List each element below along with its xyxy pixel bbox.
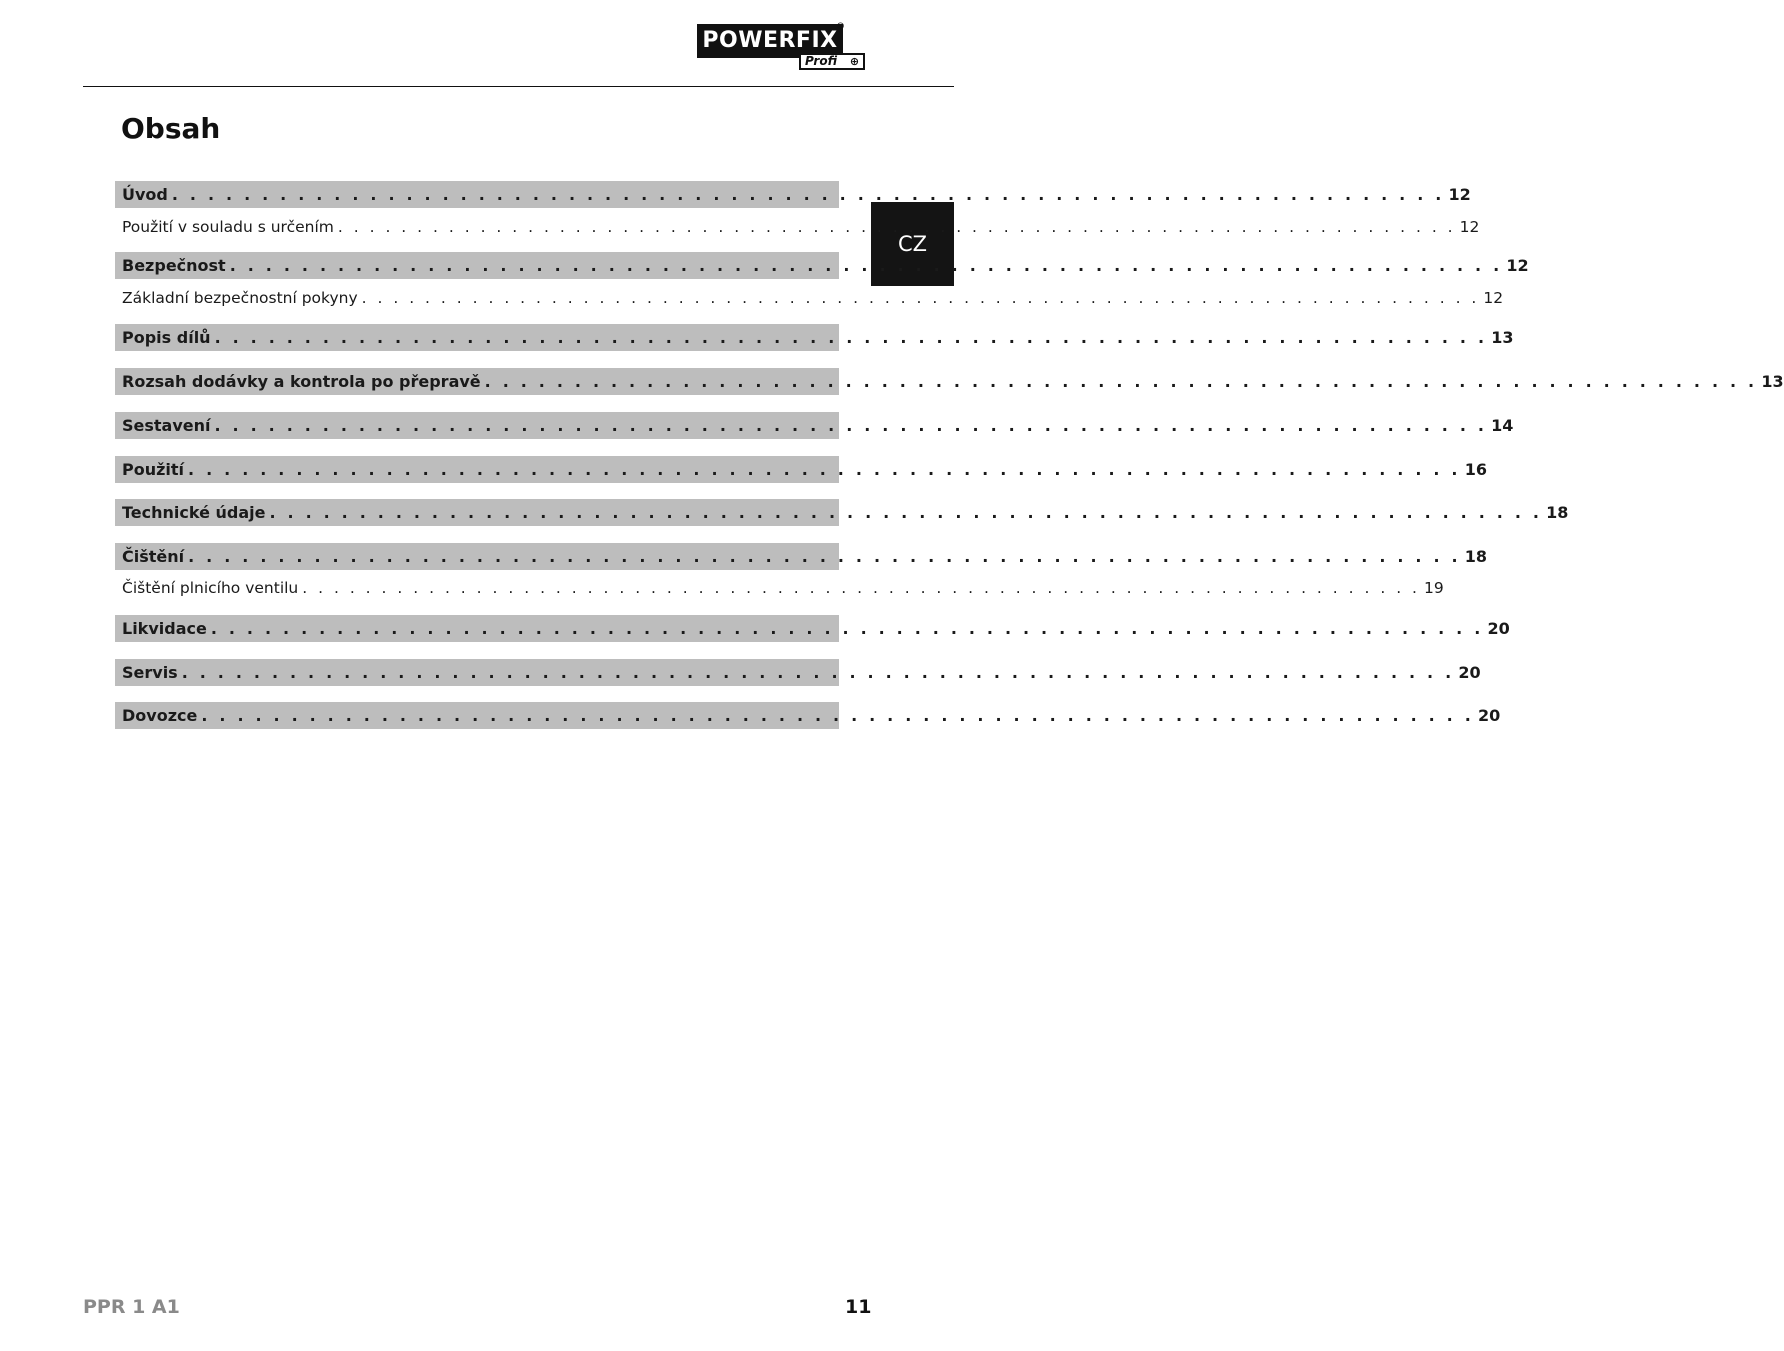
- toc-entry-label: Úvod: [122, 185, 168, 204]
- footer-page-number: 11: [845, 1296, 872, 1318]
- toc-page-number: 20: [1487, 619, 1510, 638]
- toc-leader-dots: . . . . . . . . . . . . . . . . . . . . . . . . . . . . . . . . . . . . . . . . . . . . . . . . . . . . . . . . . . . . . . . . . . . . . . .: [214, 328, 1488, 347]
- toc-entry-label: Sestavení: [122, 416, 211, 435]
- toc-section-row[interactable]: [115, 615, 1510, 642]
- toc-page-number: 18: [1546, 503, 1569, 522]
- plus-circle-icon: ⊕: [849, 55, 860, 68]
- toc-page-number: 16: [1464, 460, 1487, 479]
- toc-entry-label: Čištění: [122, 547, 185, 566]
- toc-page-number: 12: [1459, 217, 1480, 236]
- toc-entry-label: Základní bezpečnostní pokyny: [122, 288, 358, 307]
- toc-page-number: 13: [1761, 372, 1784, 391]
- toc-page-number: 12: [1448, 185, 1471, 204]
- brand-sub-label: Profi: [805, 54, 838, 68]
- toc-entry-label: Použití: [122, 460, 185, 479]
- toc-section-row[interactable]: [115, 368, 1784, 395]
- toc-leader-dots: . . . . . . . . . . . . . . . . . . . . . . . . . . . . . . . . . . . . . . . . . . . . . . . . . . . . . . . . . . . . . . . . . . . . . . .: [171, 185, 1445, 204]
- toc-leader-dots: . . . . . . . . . . . . . . . . . . . . . . . . . . . . . . . . . . . . . . . . . . . . . . . . . . . . . . . . . . . . . . . . . . . . . . .: [201, 706, 1475, 725]
- toc-leader-dots: . . . . . . . . . . . . . . . . . . . . . . . . . . . . . . . . . . . . . . . . . . . . . . . . . . . . . . . . . . . . . . . . . . . . . . .: [181, 663, 1455, 682]
- registered-mark: ®: [836, 22, 845, 32]
- toc-page-number: 13: [1491, 328, 1514, 347]
- toc-entry-label: Dovozce: [122, 706, 198, 725]
- toc-leader-dots: . . . . . . . . . . . . . . . . . . . . . . . . . . . . . . . . . . . . . . . . . . . . . . . . . . . . . . . . . . . . . . . . . . . . . . .: [214, 416, 1488, 435]
- toc-entry-label: Likvidace: [122, 619, 207, 638]
- toc-section-row[interactable]: [115, 702, 1501, 729]
- toc-subsection-row[interactable]: [115, 213, 1480, 240]
- toc-section-row[interactable]: [115, 252, 1529, 279]
- toc-section-row[interactable]: [115, 456, 1487, 483]
- toc-entry-label: Servis: [122, 663, 178, 682]
- toc-leader-dots: . . . . . . . . . . . . . . . . . . . . . . . . . . . . . . . . . . . . . . . . . . . . . . . . . . . . . . . . . . . . . . . . . . . . . . .: [484, 372, 1758, 391]
- toc-page-number: 12: [1483, 288, 1504, 307]
- toc-leader-dots: . . . . . . . . . . . . . . . . . . . . . . . . . . . . . . . . . . . . . . . . . . . . . . . . . . . . . . . . . . . . . . . . . . . . . . .: [188, 547, 1461, 566]
- brand-name: POWERFIX: [697, 24, 843, 58]
- brand-logo: [697, 24, 871, 74]
- toc-section-row[interactable]: [115, 324, 1514, 351]
- toc-entry-label: Bezpečnost: [122, 256, 226, 275]
- language-tab: CZ: [871, 202, 954, 286]
- toc-page-number: 20: [1478, 706, 1501, 725]
- toc-section-row[interactable]: [115, 543, 1488, 570]
- toc-leader-dots: . . . . . . . . . . . . . . . . . . . . . . . . . . . . . . . . . . . . . . . . . . . . . . . . . . . . . . . . . . . . . . . . . . . . . . .: [229, 256, 1503, 275]
- toc-entry-label: Čištění plnicího ventilu: [122, 578, 299, 597]
- toc-subsection-row[interactable]: [115, 574, 1444, 601]
- toc-section-row[interactable]: [115, 499, 1569, 526]
- toc-section-row[interactable]: [115, 181, 1471, 208]
- toc-entry-label: Rozsah dodávky a kontrola po přepravě: [122, 372, 481, 391]
- toc-page-number: 19: [1423, 578, 1444, 597]
- toc-leader-dots: . . . . . . . . . . . . . . . . . . . . . . . . . . . . . . . . . . . . . . . . . . . . . . . . . . . . . . . . . . . . . . . . . . . . . . .: [337, 217, 1456, 236]
- toc-section-row[interactable]: [115, 659, 1481, 686]
- toc-leader-dots: . . . . . . . . . . . . . . . . . . . . . . . . . . . . . . . . . . . . . . . . . . . . . . . . . . . . . . . . . . . . . . . . . . . . . . .: [361, 288, 1480, 307]
- toc-entry-label: Použití v souladu s určením: [122, 217, 334, 236]
- toc-page-number: 12: [1506, 256, 1529, 275]
- toc-subsection-row[interactable]: [115, 284, 1504, 311]
- toc-page-number: 18: [1464, 547, 1488, 566]
- toc-leader-dots: . . . . . . . . . . . . . . . . . . . . . . . . . . . . . . . . . . . . . . . . . . . . . . . . . . . . . . . . . . . . . . . . . . . . . . .: [302, 578, 1420, 597]
- toc-leader-dots: . . . . . . . . . . . . . . . . . . . . . . . . . . . . . . . . . . . . . . . . . . . . . . . . . . . . . . . . . . . . . . . . . . . . . . .: [269, 503, 1543, 522]
- toc-entry-label: Technické údaje: [122, 503, 266, 522]
- toc-entry-label: Popis dílů: [122, 328, 211, 347]
- toc-leader-dots: . . . . . . . . . . . . . . . . . . . . . . . . . . . . . . . . . . . . . . . . . . . . . . . . . . . . . . . . . . . . . . . . . . . . . . .: [188, 460, 1461, 479]
- toc-page-number: 20: [1458, 663, 1481, 682]
- toc-leader-dots: . . . . . . . . . . . . . . . . . . . . . . . . . . . . . . . . . . . . . . . . . . . . . . . . . . . . . . . . . . . . . . . . . . . . . . .: [210, 619, 1484, 638]
- footer-model: PPR 1 A1: [83, 1296, 180, 1318]
- toc-section-row[interactable]: [115, 412, 1514, 439]
- page-title: Obsah: [121, 112, 221, 145]
- toc-page-number: 14: [1491, 416, 1514, 435]
- brand-sub: [799, 53, 865, 70]
- header-divider: [83, 86, 954, 87]
